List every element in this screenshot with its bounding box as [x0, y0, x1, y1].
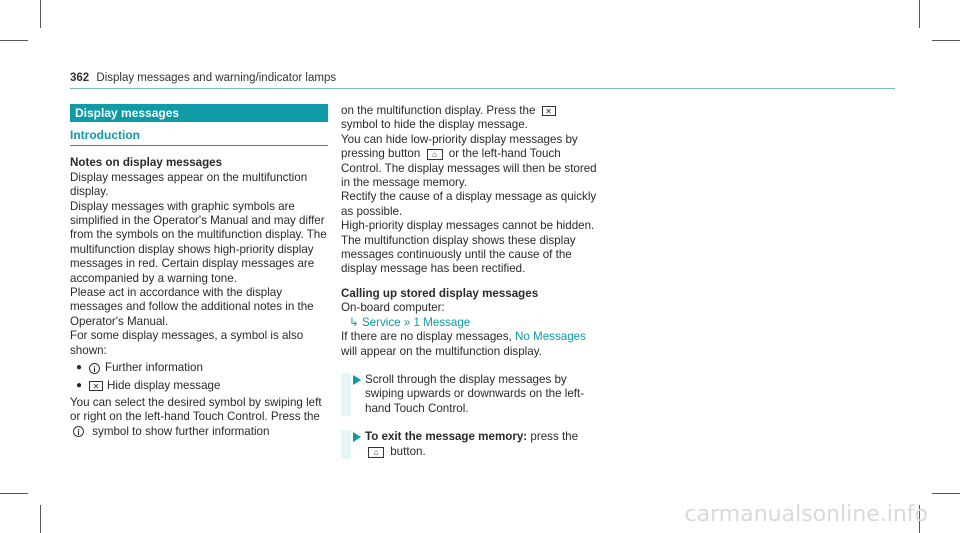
- menu-path-service: Service: [361, 315, 401, 329]
- paragraph: High-priority display messages cannot be hidden. The multifunction display shows these display messages continuously until the cause of the display message has been rectified.: [341, 219, 595, 276]
- action-arrow-icon: [353, 375, 361, 385]
- paragraph: [341, 330, 599, 359]
- menu-path: [349, 316, 599, 330]
- list-item-label: Further information: [105, 361, 203, 375]
- double-chevron-icon: »: [403, 315, 411, 329]
- bullet: ●: [76, 362, 83, 374]
- calling-heading: Calling up stored display messages: [341, 286, 539, 300]
- crop-mark: [0, 40, 28, 41]
- action-step: [341, 373, 599, 416]
- page-header: [70, 72, 336, 84]
- action-text: button.: [390, 444, 426, 458]
- action-text: press the: [530, 430, 579, 444]
- paragraph-text: symbol to hide the display message.: [341, 118, 528, 132]
- chapter-band: Display messages: [70, 104, 328, 122]
- page-number: 362: [70, 72, 90, 84]
- return-arrow-icon: ↳: [349, 315, 359, 329]
- section-title: Introduction: [70, 128, 328, 146]
- paragraph: [341, 133, 599, 191]
- paragraph: Please act in accordance with the display messages and follow the additional notes in the Operator's Manual.: [70, 286, 314, 328]
- crop-mark: [0, 493, 28, 494]
- watermark: carmanualsonline.info: [684, 502, 928, 527]
- info-icon: i: [89, 363, 100, 374]
- left-column: [70, 104, 328, 439]
- no-messages-label: No Messages: [515, 330, 586, 344]
- paragraph-text: You can hide low-priority display messages by pressing button: [341, 132, 578, 161]
- action-label: To exit the message memory:: [365, 430, 528, 444]
- menu-path-message: 1 Message: [413, 315, 471, 329]
- close-icon: ✕: [542, 106, 556, 116]
- paragraph: Rectify the cause of a display message as quickly as possible.: [341, 190, 597, 218]
- paragraph-text: If there are no display messages,: [341, 330, 512, 344]
- header-divider: [70, 88, 895, 89]
- crop-mark: [40, 505, 41, 533]
- home-back-icon: ⌂: [427, 149, 443, 160]
- close-icon: ✕: [89, 381, 103, 391]
- list-item: [76, 379, 328, 393]
- paragraph: [341, 104, 599, 133]
- crop-mark: [932, 493, 960, 494]
- home-back-icon: ⌂: [368, 447, 384, 458]
- right-column: [341, 104, 599, 459]
- paragraph-text: will appear on the multifunction display.: [341, 344, 542, 358]
- crop-mark: [40, 0, 41, 28]
- paragraph: Display messages with graphic symbols are simplified in the Operator's Manual and may differ from the symbols on the multifunction display. The multifunction display shows high-priority display messages in red. Certain display messages are accompanied by a warning tone.: [70, 199, 327, 285]
- paragraph: Display messages appear on the multifunction display.: [70, 170, 308, 199]
- paragraph-text: symbol to show further information: [92, 424, 270, 438]
- paragraph: On-board computer:: [341, 301, 445, 315]
- action-text: Scroll through the display messages by swiping upwards or downwards on the left-hand Touch Control.: [365, 372, 585, 415]
- action-step: [341, 430, 599, 459]
- list-item: [76, 361, 328, 375]
- paragraph-text: You can select the desired symbol by swiping left or right on the left-hand Touch Control. Press the: [70, 395, 322, 424]
- paragraph-text: or the left-hand Touch Control. The display messages will then be stored in the message memory.: [341, 147, 597, 190]
- info-icon: i: [73, 426, 84, 437]
- paragraph: [70, 396, 328, 439]
- paragraph-text: on the multifunction display. Press the: [341, 104, 536, 117]
- page-header-title: Display messages and warning/indicator lamps: [96, 72, 337, 84]
- crop-mark: [932, 40, 960, 41]
- paragraph: For some display messages, a symbol is also shown:: [70, 329, 304, 357]
- notes-heading: Notes on display messages: [70, 156, 223, 170]
- action-arrow-icon: [353, 432, 361, 442]
- crop-mark: [919, 0, 920, 28]
- list-item-label: Hide display message: [107, 378, 221, 392]
- bullet: ●: [76, 379, 83, 391]
